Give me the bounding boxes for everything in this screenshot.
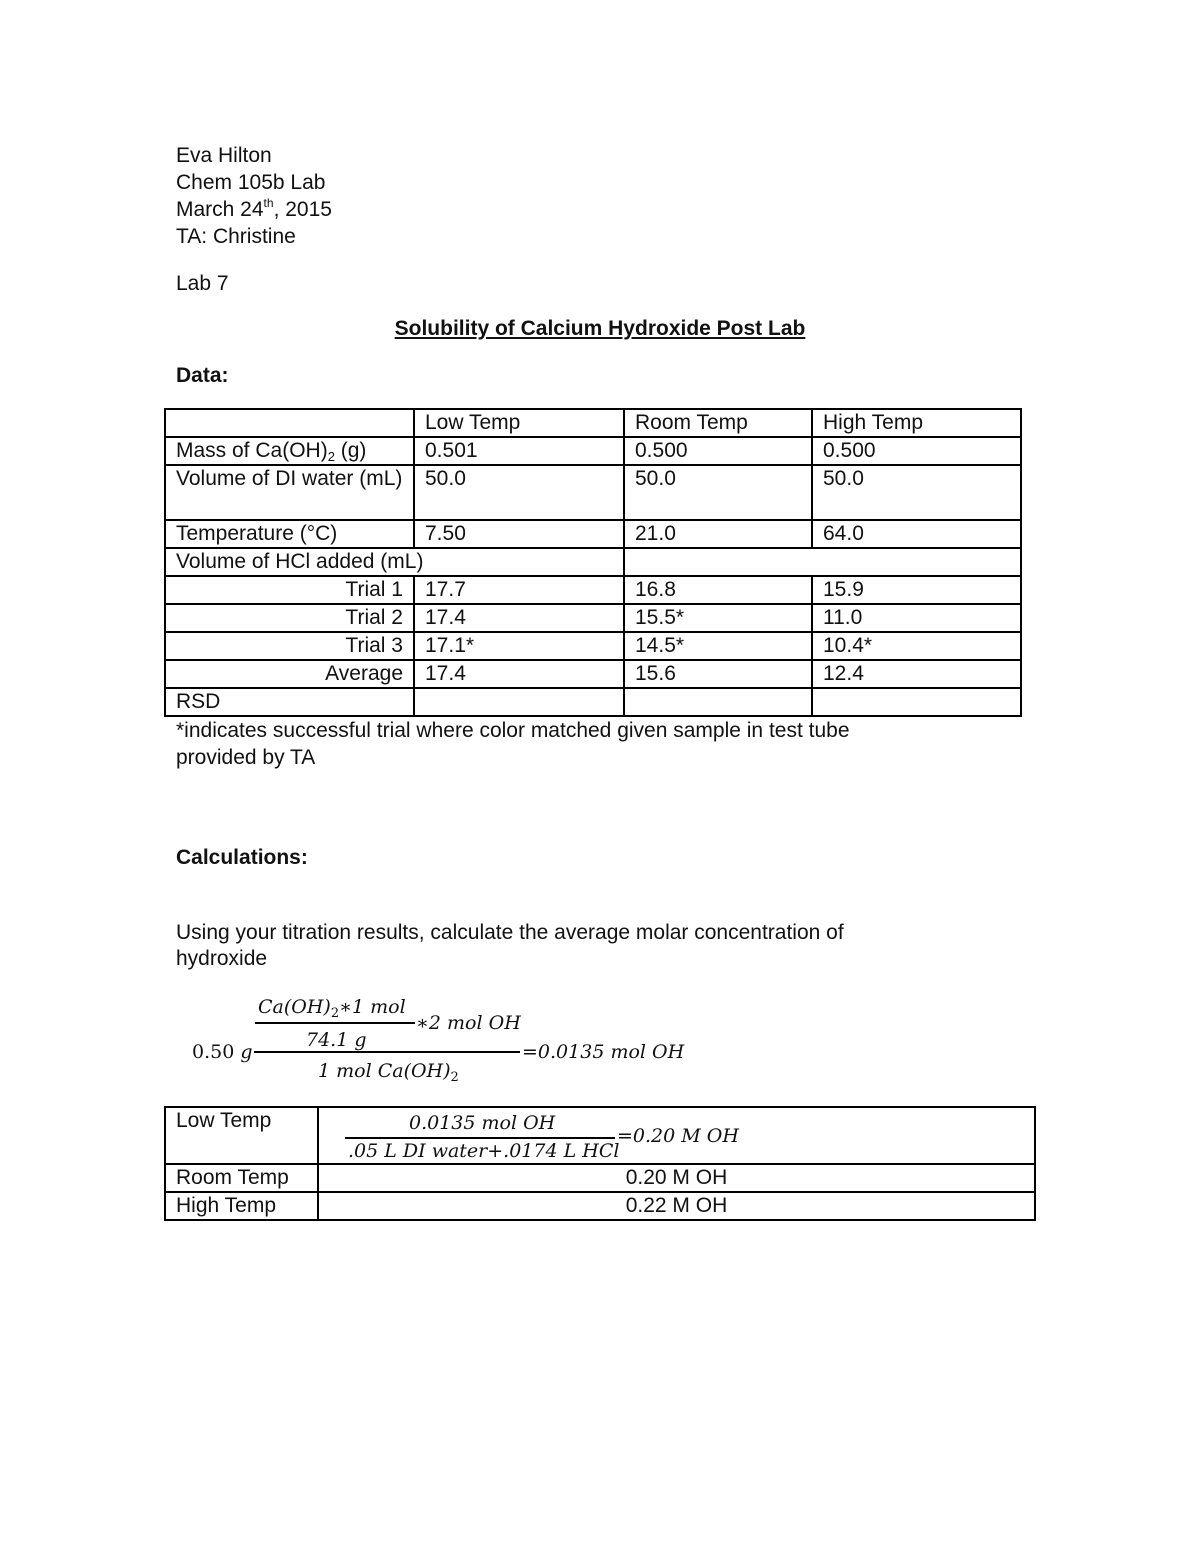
header-cell: High Temp bbox=[812, 409, 1021, 437]
equation-inner-numerator: $Ca(OH)_2∗1$ mol bbox=[258, 996, 406, 1021]
table-cell: 17.1* bbox=[414, 632, 624, 660]
table-cell-empty bbox=[812, 688, 1021, 716]
table-cell: 7.50 bbox=[414, 520, 624, 548]
ta-name: TA: Christine bbox=[176, 225, 296, 248]
table-cell: 14.5* bbox=[624, 632, 812, 660]
table-cell: 0.501 bbox=[414, 437, 624, 465]
header-row bbox=[165, 409, 1021, 437]
table-cell: 0.22 M OH bbox=[318, 1192, 1035, 1220]
table-cell: 50.0 bbox=[624, 465, 812, 520]
table-cell: 10.4* bbox=[812, 632, 1021, 660]
header-cell: Low Temp bbox=[414, 409, 624, 437]
row-label: Trial 2 bbox=[165, 604, 414, 632]
row-label: Room Temp bbox=[165, 1164, 318, 1192]
row-label: Average bbox=[165, 660, 414, 688]
table-cell: 0.20 M OH bbox=[318, 1164, 1035, 1192]
table-cell-empty bbox=[414, 688, 624, 716]
table-cell: 11.0 bbox=[812, 604, 1021, 632]
inner-fraction-bar bbox=[255, 1022, 415, 1024]
row-label: Volume of HCl added (mL) bbox=[165, 548, 624, 576]
trial-row bbox=[165, 632, 1021, 660]
table-cell: 16.8 bbox=[624, 576, 812, 604]
row-label: Trial 1 bbox=[165, 576, 414, 604]
footnote-line: *indicates successful trial where color matched given sample in test tube bbox=[176, 719, 850, 742]
average-row bbox=[165, 660, 1021, 688]
calculations-heading: Calculations: bbox=[176, 846, 308, 869]
table-row bbox=[165, 1192, 1035, 1220]
formula-result: =0.20 M OH bbox=[617, 1125, 739, 1147]
table-cell: 64.0 bbox=[812, 520, 1021, 548]
results-table bbox=[164, 1106, 1036, 1221]
document-title: Solubility of Calcium Hydroxide Post Lab bbox=[394, 317, 806, 340]
table-cell: 17.4 bbox=[414, 604, 624, 632]
table-cell: 50.0 bbox=[414, 465, 624, 520]
table-cell: 17.4 bbox=[414, 660, 624, 688]
mass-row bbox=[165, 437, 1021, 465]
equation-denominator: 1 mol $Ca(OH)_2$ bbox=[318, 1060, 459, 1085]
row-label: Trial 3 bbox=[165, 632, 414, 660]
table-cell: 17.7 bbox=[414, 576, 624, 604]
main-fraction-bar bbox=[254, 1051, 520, 1053]
table-row bbox=[165, 1107, 1035, 1164]
table-row bbox=[165, 1164, 1035, 1192]
header-cell: Room Temp bbox=[624, 409, 812, 437]
table-cell: 12.4 bbox=[812, 660, 1021, 688]
volume-row bbox=[165, 465, 1021, 520]
formula-denominator: .05 L DI water+.0174 L HCl bbox=[348, 1140, 620, 1162]
table-cell-empty bbox=[624, 688, 812, 716]
question-line: Using your titration results, calculate the average molar concentration of bbox=[176, 921, 844, 944]
table-cell: 15.6 bbox=[624, 660, 812, 688]
formula-numerator: 0.0135 mol OH bbox=[409, 1112, 556, 1134]
data-table bbox=[164, 408, 1022, 717]
row-label: Low Temp bbox=[165, 1107, 318, 1164]
table-cell: 21.0 bbox=[624, 520, 812, 548]
table-cell: 15.9 bbox=[812, 576, 1021, 604]
lab-number: Lab 7 bbox=[176, 272, 229, 295]
hcl-heading-row bbox=[165, 548, 1021, 576]
row-label: Mass of $Ca(OH)_2$ (g) bbox=[165, 437, 414, 465]
trial-row bbox=[165, 576, 1021, 604]
table-cell: 0.500 bbox=[624, 437, 812, 465]
table-cell-empty bbox=[624, 548, 1021, 576]
author-name: Eva Hilton bbox=[176, 144, 272, 167]
row-label: Volume of DI water (mL) bbox=[165, 465, 414, 520]
trial-row bbox=[165, 604, 1021, 632]
course-name: Chem 105b Lab bbox=[176, 171, 326, 194]
temperature-row bbox=[165, 520, 1021, 548]
table-cell: 50.0 bbox=[812, 465, 1021, 520]
low-temp-formula bbox=[318, 1107, 1035, 1164]
row-label: RSD bbox=[165, 688, 414, 716]
equation-inner-denominator: 74.1 g bbox=[306, 1029, 367, 1051]
table-cell: 0.500 bbox=[812, 437, 1021, 465]
footnote-line: provided by TA bbox=[176, 746, 316, 769]
row-label: High Temp bbox=[165, 1192, 318, 1220]
row-label: Temperature (°C) bbox=[165, 520, 414, 548]
date: March 24th, 2015 bbox=[176, 196, 332, 221]
equation-result: =0.0135 mol OH bbox=[522, 1041, 685, 1063]
rsd-row bbox=[165, 688, 1021, 716]
table-cell: 15.5* bbox=[624, 604, 812, 632]
data-heading: Data: bbox=[176, 364, 229, 387]
header-cell-empty bbox=[165, 409, 414, 437]
question-line: hydroxide bbox=[176, 947, 268, 970]
equation-multiplier: ∗2 mol OH bbox=[416, 1012, 521, 1034]
equation-lead: 0.50 g bbox=[192, 1041, 253, 1063]
